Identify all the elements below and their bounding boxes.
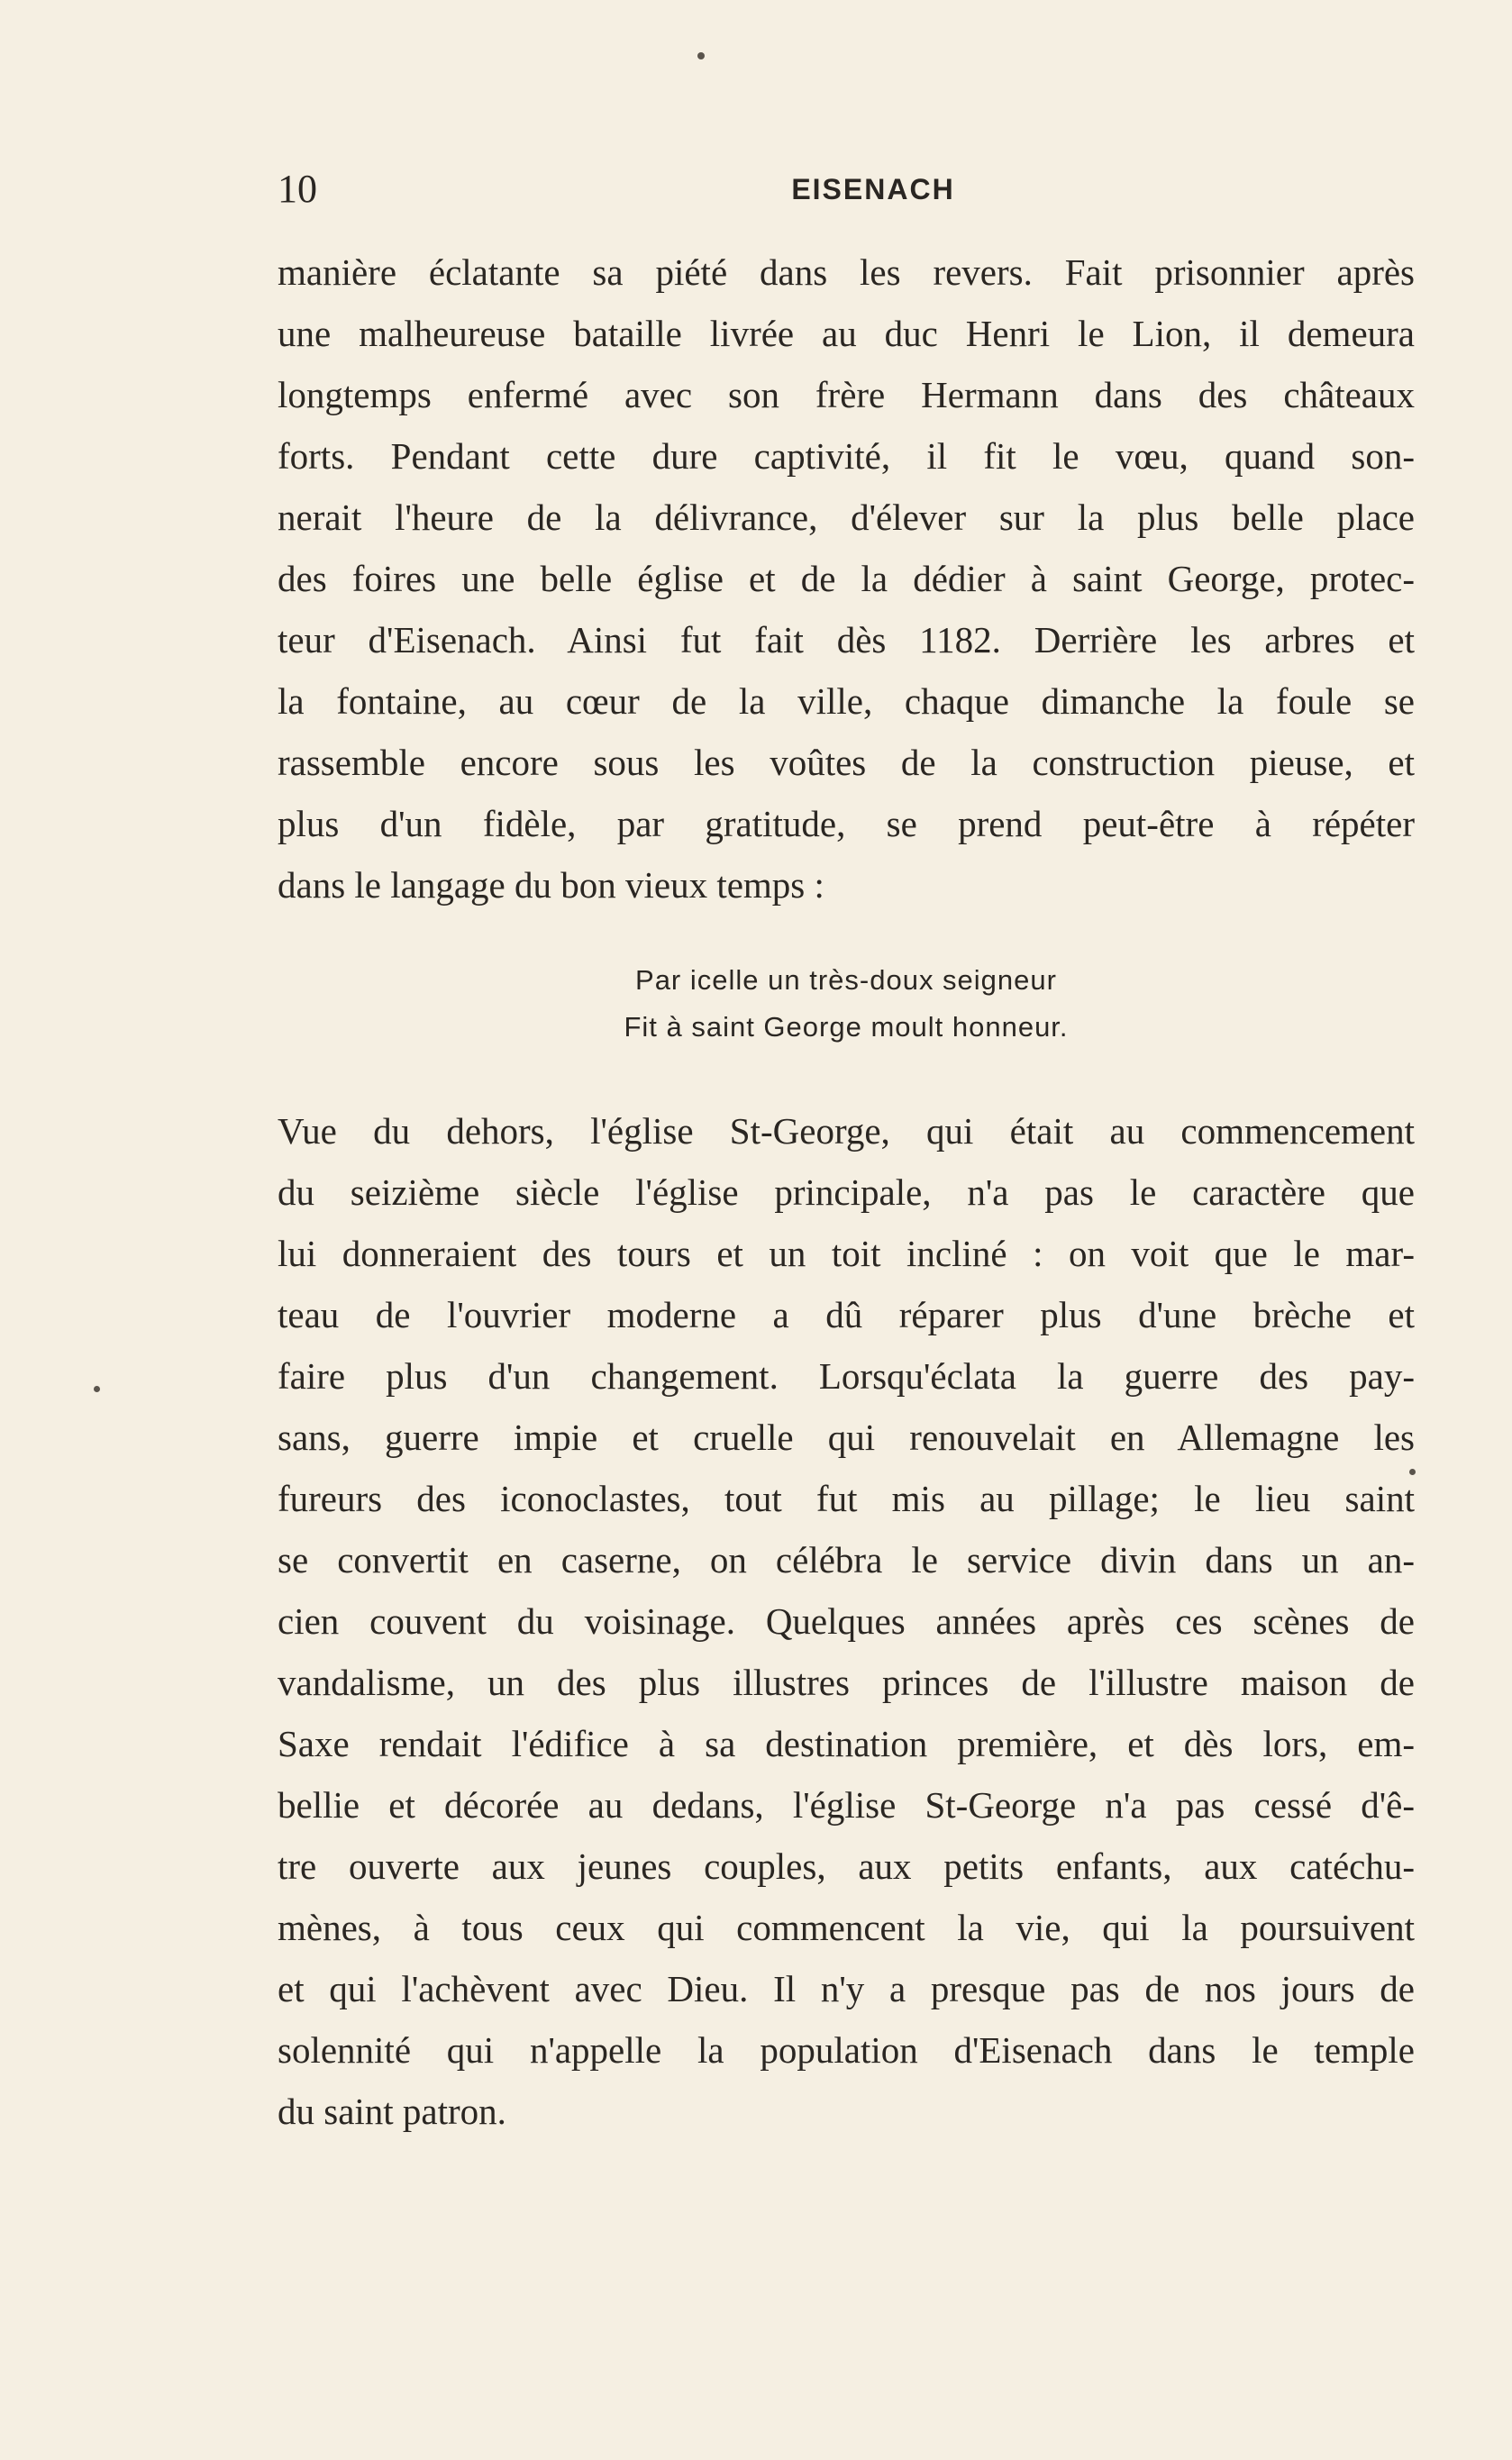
- text-line: sans, guerre impie et cruelle qui renouvelait en Allemagne les: [278, 1417, 1415, 1458]
- text-line: Vue du dehors, l'église St-George, qui était au commencement: [278, 1110, 1415, 1152]
- text-line: dans le langage du bon vieux temps :: [278, 864, 824, 906]
- text-line: lui donneraient des tours et un toit incliné : on voit que le mar-: [278, 1233, 1415, 1274]
- text-line: du saint patron.: [278, 2091, 506, 2132]
- verse-line: Par icelle un très-doux seigneur: [635, 964, 1057, 996]
- text-line: solennité qui n'appelle la population d'Eisenach dans le temple: [278, 2029, 1415, 2071]
- text-line: vandalisme, un des plus illustres princes de l'illustre maison de: [278, 1662, 1415, 1703]
- text-line: mènes, à tous ceux qui commencent la vie, qui la poursuivent: [278, 1907, 1415, 1948]
- paragraph-2: [278, 1100, 1415, 2142]
- page-number: 10: [278, 167, 317, 211]
- text-line: bellie et décorée au dedans, l'église St-George n'a pas cessé d'ê-: [278, 1784, 1415, 1826]
- text-line: manière éclatante sa piété dans les revers. Fait prisonnier après: [278, 251, 1415, 293]
- text-line: fureurs des iconoclastes, tout fut mis au pillage; le lieu saint: [278, 1478, 1415, 1519]
- text-line: se convertit en caserne, on célébra le service divin dans un an-: [278, 1539, 1415, 1581]
- text-line: forts. Pendant cette dure captivité, il fit le vœu, quand son-: [278, 435, 1415, 477]
- page-header: [278, 162, 1415, 216]
- text-line: du seizième siècle l'église principale, n'a pas le caractère que: [278, 1171, 1415, 1213]
- text-line: cien couvent du voisinage. Quelques années après ces scènes de: [278, 1600, 1415, 1642]
- text-line: Saxe rendait l'édifice à sa destination première, et dès lors, em-: [278, 1723, 1415, 1764]
- text-line: des foires une belle église et de la dédier à saint George, protec-: [278, 558, 1415, 599]
- text-line: tre ouverte aux jeunes couples, aux petits enfants, aux catéchu-: [278, 1845, 1415, 1887]
- running-title: EISENACH: [791, 173, 955, 205]
- text-line: nerait l'heure de la délivrance, d'élever sur la plus belle place: [278, 497, 1415, 538]
- text-line: longtemps enfermé avec son frère Hermann dans des châteaux: [278, 374, 1415, 415]
- ink-speck: [697, 52, 705, 59]
- text-line: teur d'Eisenach. Ainsi fut fait dès 1182. Derrière les arbres et: [278, 619, 1415, 661]
- text-line: plus d'un fidèle, par gratitude, se prend peut-être à répéter: [278, 803, 1415, 844]
- verse-quote: [278, 957, 1415, 1051]
- text-line: faire plus d'un changement. Lorsqu'éclata la guerre des pay-: [278, 1355, 1415, 1397]
- text-line: et qui l'achèvent avec Dieu. Il n'y a presque pas de nos jours de: [278, 1968, 1415, 2009]
- text-line: rassemble encore sous les voûtes de la construction pieuse, et: [278, 742, 1415, 783]
- paragraph-1: [278, 241, 1415, 916]
- ink-speck: [94, 1386, 100, 1392]
- verse-line: Fit à saint George moult honneur.: [624, 1011, 1069, 1043]
- text-line: une malheureuse bataille livrée au duc Henri le Lion, il demeura: [278, 313, 1415, 354]
- text-line: teau de l'ouvrier moderne a dû réparer plus d'une brèche et: [278, 1294, 1415, 1335]
- text-line: la fontaine, au cœur de la ville, chaque dimanche la foule se: [278, 680, 1415, 722]
